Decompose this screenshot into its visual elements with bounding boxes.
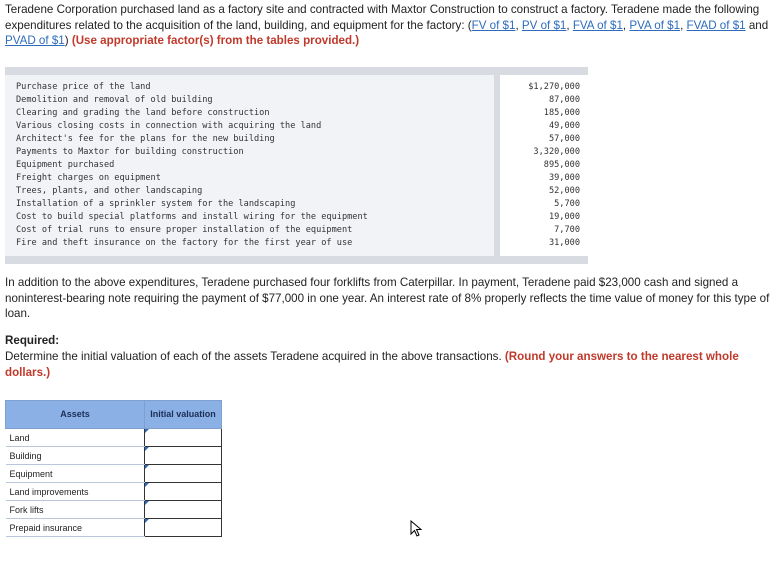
- valuation-cell[interactable]: [145, 519, 222, 537]
- answer-table: [5, 400, 222, 537]
- required-text: Determine the initial valuation of each of the assets Teradene acquired in the above transactions. (Round your answers to the nearest whole dollars.): [5, 350, 739, 379]
- expenditure-amount: 3,320,000: [497, 146, 588, 159]
- expenditure-amount: 19,000: [497, 211, 588, 224]
- problem-intro: Teradene Corporation purchased land as a factory site and contracted with Maxtor Construction to construct a factory. Teradene made the following expenditures related to the acquisition of the land, building, and equipment for the factory: (FV of $1, PV of $1, FVA of $1, PVA of $1, FVAD of $1 and PVAD of $1) (Use appropriate factor(s) from the tables provided.): [5, 3, 769, 47]
- expenditure-amount: 31,000: [497, 237, 588, 250]
- expenditure-amount: 5,700: [497, 198, 588, 211]
- valuation-cell[interactable]: [145, 465, 222, 483]
- expenditure-item: Cost of trial runs to ensure proper installation of the equipment: [5, 224, 497, 237]
- answer-row: [6, 447, 222, 465]
- answer-row: [6, 519, 222, 537]
- valuation-input[interactable]: [145, 521, 219, 535]
- valuation-input[interactable]: [145, 485, 219, 499]
- expenditure-amount: 39,000: [497, 172, 588, 185]
- expenditure-row: [5, 185, 588, 198]
- link-pvad[interactable]: PVAD of $1: [5, 34, 65, 47]
- expenditure-item: Payments to Maxtor for building construction: [5, 146, 497, 159]
- expenditure-item: Trees, plants, and other landscaping: [5, 185, 497, 198]
- link-pv[interactable]: PV of $1: [521, 18, 567, 32]
- asset-label: Land improvements: [6, 483, 145, 501]
- required-instruction: (Round your answers to the nearest whole dollars.): [5, 350, 739, 379]
- expenditure-amount: 52,000: [497, 185, 588, 198]
- valuation-cell[interactable]: [145, 429, 222, 447]
- expenditure-row: [5, 224, 588, 237]
- valuation-input[interactable]: [145, 503, 219, 517]
- expenditure-row: [5, 237, 588, 250]
- answer-row: [6, 483, 222, 501]
- valuation-input[interactable]: [145, 467, 219, 481]
- valuation-column-header: Initial valuation: [145, 401, 222, 429]
- expenditure-row: [5, 172, 588, 185]
- intro-instruction: (Use appropriate factor(s) from the tables provided.): [71, 34, 360, 47]
- asset-label: Building: [6, 447, 145, 465]
- expenditure-amount: 87,000: [497, 94, 588, 107]
- expenditure-amount: 49,000: [497, 120, 588, 133]
- asset-label: Land: [6, 429, 145, 447]
- expenditure-item: Equipment purchased: [5, 159, 497, 172]
- expenditure-amount: 7,700: [497, 224, 588, 237]
- expenditure-amount: 185,000: [497, 107, 588, 120]
- cell-marker-icon: [145, 483, 149, 487]
- required-heading: Required:: [5, 334, 60, 347]
- mouse-cursor-icon: [410, 520, 424, 538]
- asset-label: Prepaid insurance: [6, 519, 145, 537]
- expenditure-row: [5, 211, 588, 224]
- expenditure-amount: 57,000: [497, 133, 588, 146]
- link-pva[interactable]: PVA of $1: [629, 18, 681, 32]
- assets-column-header: Assets: [6, 401, 145, 429]
- expenditure-item: Fire and theft insurance on the factory for the first year of use: [5, 237, 497, 250]
- expenditure-item: Various closing costs in connection with acquiring the land: [5, 120, 497, 133]
- expenditure-amount: 895,000: [497, 159, 588, 172]
- valuation-cell[interactable]: [145, 483, 222, 501]
- expenditure-row: [5, 198, 588, 211]
- expenditure-row: [5, 94, 588, 107]
- expenditure-item: Demolition and removal of old building: [5, 94, 497, 107]
- asset-label: Fork lifts: [6, 501, 145, 519]
- link-fv[interactable]: FV of $1: [471, 18, 516, 32]
- valuation-cell[interactable]: [145, 447, 222, 465]
- expenditure-item: Installation of a sprinkler system for the landscaping: [5, 198, 497, 211]
- expenditure-row: [5, 133, 588, 146]
- valuation-input[interactable]: [145, 449, 219, 463]
- answer-row: [6, 465, 222, 483]
- expenditure-amount: $1,270,000: [497, 81, 588, 94]
- cell-marker-icon: [145, 501, 149, 505]
- expenditure-table: [5, 67, 588, 264]
- cell-marker-icon: [145, 519, 149, 523]
- asset-label: Equipment: [6, 465, 145, 483]
- cell-marker-icon: [145, 429, 149, 433]
- expenditure-row: [5, 107, 588, 120]
- expenditure-item: Cost to build special platforms and install wiring for the equipment: [5, 211, 497, 224]
- expenditure-item: Architect's fee for the plans for the new building: [5, 133, 497, 146]
- expenditure-row: [5, 159, 588, 172]
- expenditure-row: [5, 146, 588, 159]
- cell-marker-icon: [145, 465, 149, 469]
- expenditure-item: Purchase price of the land: [5, 81, 497, 94]
- link-fvad[interactable]: FVAD of $1: [686, 18, 746, 32]
- forklift-paragraph: In addition to the above expenditures, Teradene purchased four forklifts from Caterpillar. In payment, Teradene paid $23,000 cash and signed a noninterest-bearing note requiring the payment of $77,000 in one year. An interest rate of 8% properly reflects the time value of money for this type of loan.: [5, 276, 770, 320]
- expenditure-item: Freight charges on equipment: [5, 172, 497, 185]
- answer-row: [6, 501, 222, 519]
- expenditure-item: Clearing and grading the land before construction: [5, 107, 497, 120]
- valuation-input[interactable]: [145, 431, 219, 445]
- intro-text: Teradene Corporation purchased land as a factory site and contracted with Maxtor Construction to construct a factory. Teradene made the following expenditures related to the acquisition of the land, building, and equipment for the factory: (: [5, 3, 760, 32]
- expenditure-row: [5, 81, 588, 94]
- expenditure-row: [5, 120, 588, 133]
- valuation-cell[interactable]: [145, 501, 222, 519]
- link-fva[interactable]: FVA of $1: [572, 18, 623, 32]
- answer-row: [6, 429, 222, 447]
- cell-marker-icon: [145, 447, 149, 451]
